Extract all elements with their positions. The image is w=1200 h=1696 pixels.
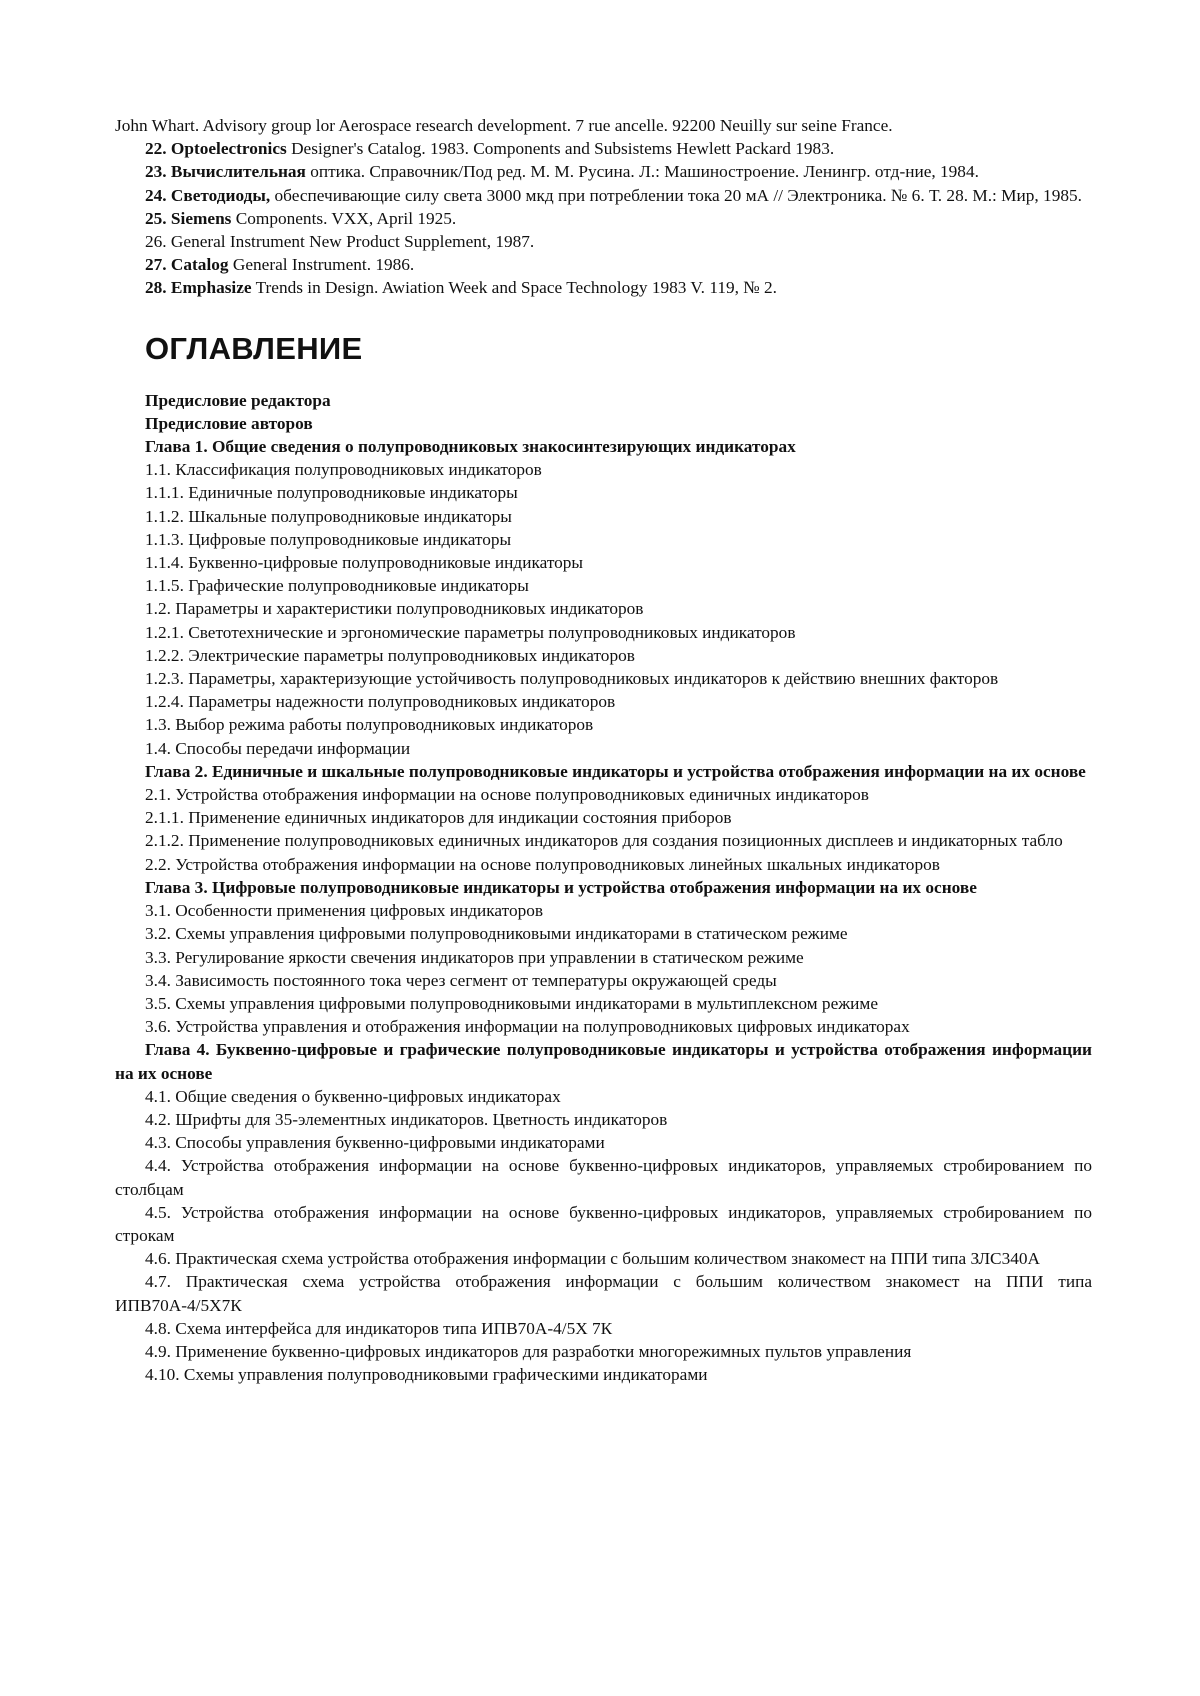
toc-entry: 1.2.2. Электрические параметры полупроводниковых индикаторов bbox=[145, 645, 635, 665]
toc-entry: 1.4. Способы передачи информации bbox=[145, 738, 411, 758]
reference-item bbox=[115, 137, 1092, 160]
toc-chapter-title: Глава 2. Единичные и шкальные полупроводниковые индикаторы и устройства отображения информации на их основе bbox=[145, 761, 1086, 781]
toc-entry: 2.1.1. Применение единичных индикаторов для индикации состояния приборов bbox=[145, 808, 732, 828]
toc-entry: 4.3. Способы управления буквенно-цифровыми индикаторами bbox=[145, 1133, 605, 1153]
toc-entry: 4.10. Схемы управления полупроводниковыми графическими индикаторами bbox=[145, 1365, 708, 1385]
toc-entry: 1.1.1. Единичные полупроводниковые индикаторы bbox=[145, 483, 518, 503]
toc-entry: 4.5. Устройства отображения информации на основе буквенно-цифровых индикаторов, управляемых стробированием по строкам bbox=[115, 1202, 1092, 1245]
reference-item bbox=[115, 160, 1092, 183]
toc-entry: 4.4. Устройства отображения информации на основе буквенно-цифровых индикаторов, управляемых стробированием по столбцам bbox=[115, 1156, 1092, 1199]
reference-lead: 25. Siemens bbox=[145, 208, 232, 228]
toc-entry: 1.1.3. Цифровые полупроводниковые индикаторы bbox=[145, 529, 512, 549]
reference-item bbox=[115, 253, 1092, 276]
reference-lead: 24. Светодиоды, bbox=[145, 185, 271, 205]
toc-chapter-title: Предисловие редактора bbox=[145, 390, 331, 410]
toc-entry: 2.1. Устройства отображения информации на основе полупроводниковых единичных индикаторов bbox=[145, 785, 869, 805]
toc-entry: 1.1. Классификация полупроводниковых индикаторов bbox=[145, 460, 542, 480]
toc-entry: 4.9. Применение буквенно-цифровых индикаторов для разработки многорежимных пультов управления bbox=[145, 1341, 912, 1361]
toc-entry: 4.6. Практическая схема устройства отображения информации с большим количеством знакомест на ППИ типа ЗЛС340А bbox=[145, 1249, 1040, 1269]
reference-text: General Instrument. 1986. bbox=[228, 255, 415, 275]
toc-entry: 1.2. Параметры и характеристики полупроводниковых индикаторов bbox=[145, 599, 644, 619]
reference-item bbox=[115, 184, 1092, 207]
toc-entry: 1.1.4. Буквенно-цифровые полупроводниковые индикаторы bbox=[145, 553, 584, 573]
toc-chapter-title: Глава 3. Цифровые полупроводниковые индикаторы и устройства отображения информации на их основе bbox=[145, 877, 977, 897]
toc-entry: 3.3. Регулирование яркости свечения индикаторов при управлении в статическом режиме bbox=[145, 947, 804, 967]
toc-entry: 4.7. Практическая схема устройства отображения информации с большим количеством знакомест на ППИ типа ИПВ70А-4/5Х7К bbox=[115, 1272, 1092, 1315]
reference-text: John Whart. Advisory group lor Aerospace research development. 7 rue ancelle. 92200 Neuilly sur seine France. bbox=[115, 116, 893, 135]
toc-entry: 4.2. Шрифты для 35-элементных индикаторов. Цветность индикаторов bbox=[145, 1109, 668, 1129]
toc-chapter-title: Глава 1. Общие сведения о полупроводниковых знакосинтезирующих индикаторах bbox=[145, 437, 796, 457]
reference-lead: 28. Emphasize bbox=[145, 278, 252, 298]
toc-heading: ОГЛАВЛЕНИЕ bbox=[145, 330, 363, 366]
table-of-contents bbox=[115, 389, 1092, 1387]
toc-entry: 3.5. Схемы управления цифровыми полупроводниковыми индикаторами в мультиплексном режиме bbox=[145, 993, 879, 1013]
reference-item bbox=[115, 276, 1092, 299]
reference-text: Trends in Design. Awiation Week and Space Technology 1983 V. 119, № 2. bbox=[251, 278, 778, 298]
reference-lead: 23. Вычислительная bbox=[145, 162, 306, 182]
toc-entry: 3.1. Особенности применения цифровых индикаторов bbox=[145, 901, 544, 921]
toc-entry: 2.1.2. Применение полупроводниковых единичных индикаторов для создания позиционных дисплеев и индикаторных табло bbox=[145, 831, 1063, 851]
toc-entry: 4.8. Схема интерфейса для индикаторов типа ИПВ70А-4/5Х 7К bbox=[145, 1318, 613, 1338]
toc-entry: 3.4. Зависимость постоянного тока через сегмент от температуры окружающей среды bbox=[145, 970, 777, 990]
toc-entry: 1.2.1. Светотехнические и эргономические параметры полупроводниковых индикаторов bbox=[145, 622, 796, 642]
toc-entry: 3.6. Устройства управления и отображения информации на полупроводниковых цифровых индикаторах bbox=[145, 1017, 910, 1037]
toc-chapter-title: Глава 4. Буквенно-цифровые и графические полупроводниковые индикаторы и устройства отображения информации на их основе bbox=[115, 1040, 1092, 1083]
reference-text: Components. VXX, April 1925. bbox=[231, 208, 457, 228]
toc-entry: 1.2.4. Параметры надежности полупроводниковых индикаторов bbox=[145, 692, 616, 712]
toc-entry: 1.3. Выбор режима работы полупроводниковых индикаторов bbox=[145, 715, 594, 735]
reference-list bbox=[115, 114, 1092, 300]
toc-chapter-title: Предисловие авторов bbox=[145, 413, 313, 433]
reference-text: Designer's Catalog. 1983. Components and Subsistems Hewlett Packard 1983. bbox=[286, 139, 835, 159]
reference-text: 26. General Instrument New Product Supplement, 1987. bbox=[145, 232, 535, 252]
reference-item bbox=[115, 230, 1092, 253]
toc-entry: 1.1.2. Шкальные полупроводниковые индикаторы bbox=[145, 506, 512, 526]
reference-lead: 27. Catalog bbox=[145, 255, 229, 275]
toc-entry: 3.2. Схемы управления цифровыми полупроводниковыми индикаторами в статическом режиме bbox=[145, 924, 848, 944]
toc-entry: 2.2. Устройства отображения информации на основе полупроводниковых линейных шкальных индикаторов bbox=[145, 854, 940, 874]
reference-item bbox=[115, 114, 1092, 137]
reference-item bbox=[115, 207, 1092, 230]
toc-entry: 1.2.3. Параметры, характеризующие устойчивость полупроводниковых индикаторов к действию внешних факторов bbox=[145, 669, 999, 689]
toc-entry: 1.1.5. Графические полупроводниковые индикаторы bbox=[145, 576, 529, 596]
reference-text: обеспечивающие силу света 3000 мкд при потреблении тока 20 мА // Электроника. № 6. Т. 28. М.: Мир, 1985. bbox=[270, 185, 1082, 205]
reference-lead: 22. Optoelectronics bbox=[145, 139, 287, 159]
reference-text: оптика. Справочник/Под ред. М. М. Русина. Л.: Машиностроение. Ленингр. отд-ние, 1984. bbox=[305, 162, 979, 182]
toc-entry: 4.1. Общие сведения о буквенно-цифровых индикаторах bbox=[145, 1086, 561, 1106]
document-page bbox=[115, 114, 1092, 1386]
